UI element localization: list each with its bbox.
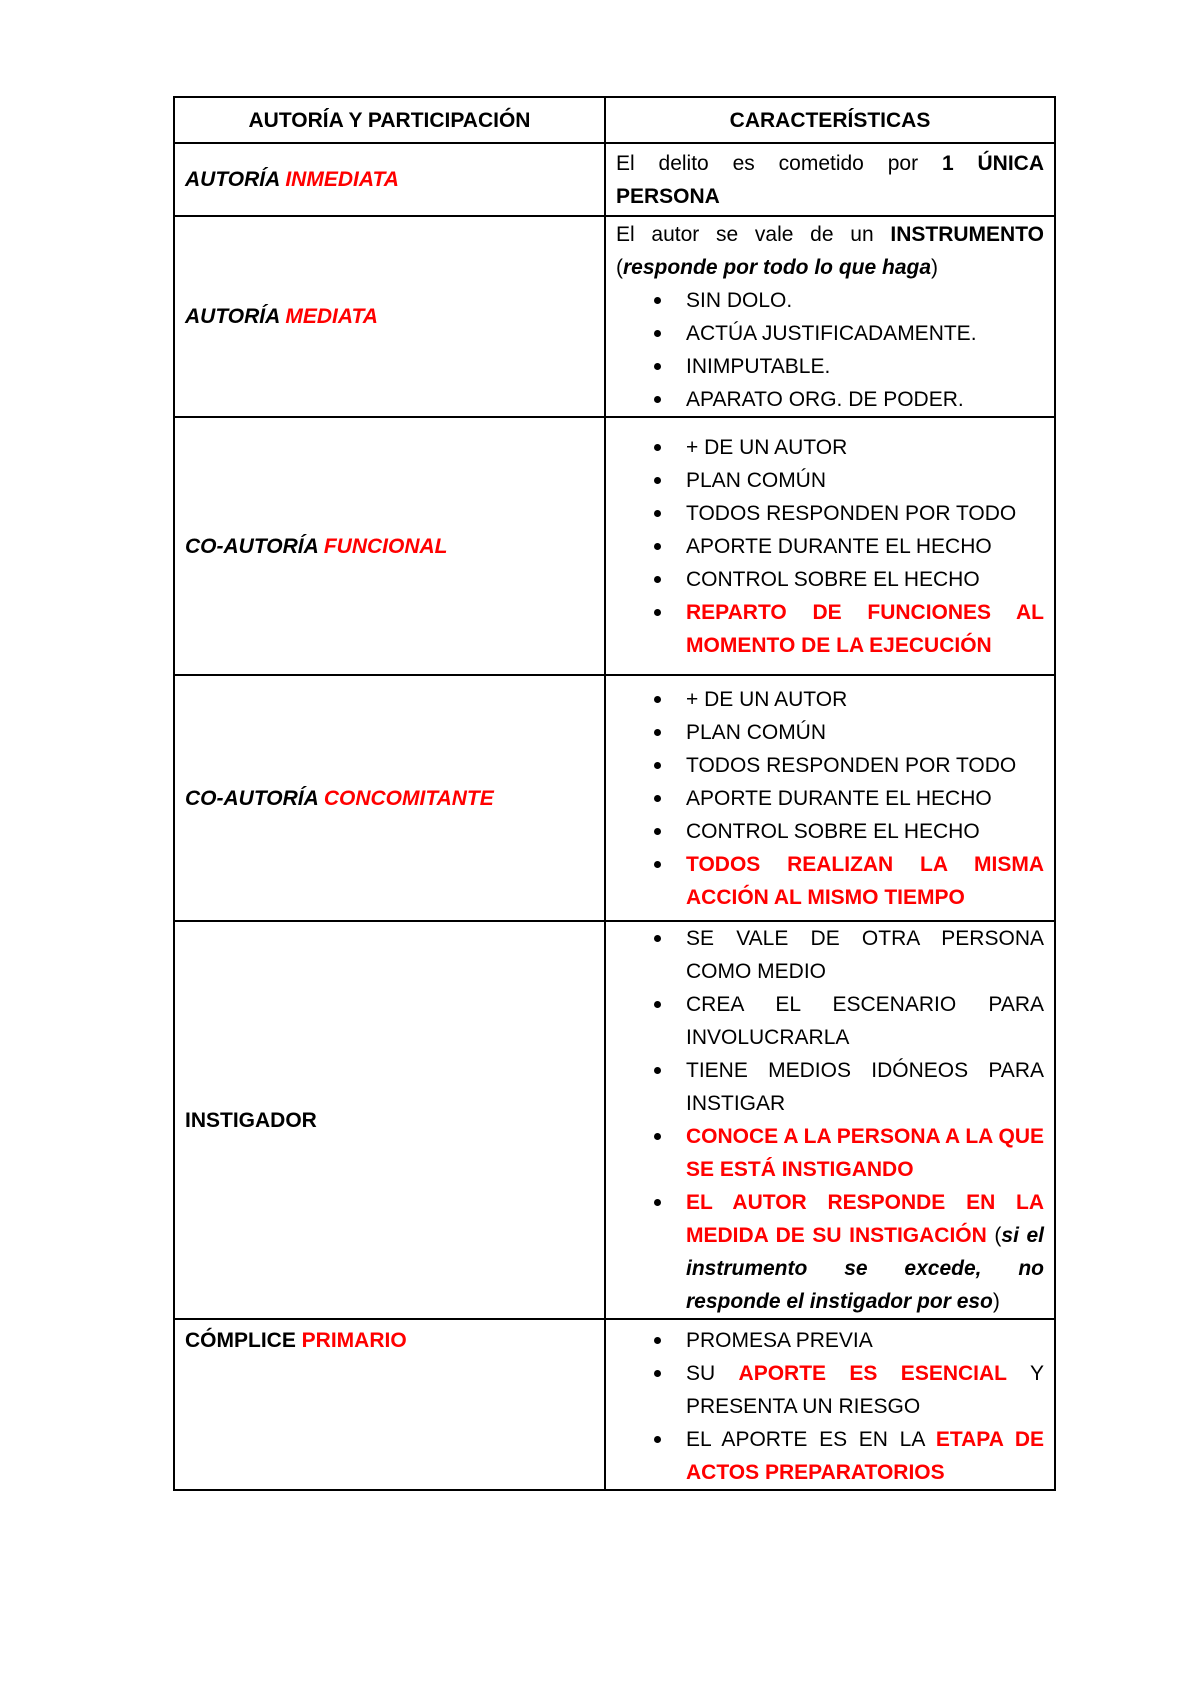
text-highlight: APORTE ES ESENCIAL: [738, 1362, 1007, 1385]
row-label: [174, 675, 605, 921]
row-label: [174, 143, 605, 216]
list-item: PLAN COMÚN: [686, 464, 1044, 497]
row-characteristics: [605, 1319, 1055, 1490]
list-item: ACTÚA JUSTIFICADAMENTE.: [686, 317, 1044, 350]
header-autoria: AUTORÍA Y PARTICIPACIÓN: [174, 97, 605, 143]
text: Y PRESENTA UN RIESGO: [686, 1362, 1044, 1418]
table-row: [174, 143, 1055, 216]
list-item: CONTROL SOBRE EL HECHO: [686, 815, 1044, 848]
list-item: APORTE DURANTE EL HECHO: [686, 530, 1044, 563]
bullet-list: [616, 683, 1044, 914]
list-item-mixed: [686, 1186, 1044, 1318]
list-item: TODOS RESPONDEN POR TODO: [686, 749, 1044, 782]
table-row: [174, 921, 1055, 1319]
table-row: [174, 1319, 1055, 1490]
bullet-list: [616, 1324, 1044, 1489]
list-item-highlight: CONOCE A LA PERSONA A LA QUE SE ESTÁ INSTIGANDO: [686, 1120, 1044, 1186]
list-item-highlight: TODOS REALIZAN LA MISMA ACCIÓN AL MISMO TIEMPO: [686, 848, 1044, 914]
text-italic: responde por todo lo que haga: [623, 255, 932, 279]
list-item: TIENE MEDIOS IDÓNEOS PARA INSTIGAR: [686, 1054, 1044, 1120]
text: SU: [686, 1362, 739, 1385]
list-item: CONTROL SOBRE EL HECHO: [686, 563, 1044, 596]
text: EL APORTE ES EN LA: [686, 1428, 936, 1451]
table-row: [174, 675, 1055, 921]
paren: (: [986, 1224, 1002, 1247]
label-accent: PRIMARIO: [301, 1329, 407, 1352]
label-text: CO-AUTORÍA: [185, 786, 324, 810]
list-item: INIMPUTABLE.: [686, 350, 1044, 383]
text: El delito es cometido por: [616, 151, 942, 175]
label-text: AUTORÍA: [185, 168, 286, 191]
list-item: APORTE DURANTE EL HECHO: [686, 782, 1044, 815]
label-accent: MEDIATA: [285, 305, 378, 328]
row-characteristics: [605, 417, 1055, 675]
row-label: [174, 216, 605, 417]
list-item: + DE UN AUTOR: [686, 683, 1044, 716]
list-item: + DE UN AUTOR: [686, 431, 1044, 464]
row-characteristics: [605, 675, 1055, 921]
list-item: TODOS RESPONDEN POR TODO: [686, 497, 1044, 530]
table-row: [174, 216, 1055, 417]
paren: ): [931, 255, 939, 279]
row-characteristics: [605, 921, 1055, 1319]
label-text: AUTORÍA: [185, 305, 286, 328]
label-accent: FUNCIONAL: [323, 534, 448, 558]
text-bold: INSTRUMENTO: [890, 222, 1044, 246]
paren: (: [616, 255, 623, 279]
list-item: PROMESA PREVIA: [686, 1324, 1044, 1357]
list-item: CREA EL ESCENARIO PARA INVOLUCRARLA: [686, 988, 1044, 1054]
list-item: PLAN COMÚN: [686, 716, 1044, 749]
bullet-list: [616, 431, 1044, 662]
row-characteristics: [605, 216, 1055, 417]
row-label: [174, 417, 605, 675]
list-item: SE VALE DE OTRA PERSONA COMO MEDIO: [686, 922, 1044, 988]
bullet-list: [616, 922, 1044, 1318]
list-item: SIN DOLO.: [686, 284, 1044, 317]
intro-line-2: [616, 251, 1044, 284]
row-label: INSTIGADOR: [174, 921, 605, 1319]
list-item: APARATO ORG. DE PODER.: [686, 383, 1044, 416]
text-highlight: EL AUTOR RESPONDE EN LA MEDIDA DE SU INSTIGACIÓN: [686, 1191, 1044, 1247]
label-accent: INMEDIATA: [285, 168, 399, 191]
text-bold: 1 ÚNICA PERSONA: [616, 151, 1044, 208]
row-label: [174, 1319, 605, 1490]
label-accent: CONCOMITANTE: [323, 786, 494, 810]
participation-table: [173, 96, 1056, 1491]
label-text: CÓMPLICE: [185, 1329, 302, 1352]
bullet-list: [616, 284, 1044, 416]
label-text: CO-AUTORÍA: [185, 534, 324, 558]
text-italic: si el instrumento se excede, no responde el instigador por eso: [686, 1224, 1044, 1313]
text: El autor se vale de un: [616, 222, 891, 246]
header-caracteristicas: CARACTERÍSTICAS: [605, 97, 1055, 143]
list-item-mixed: [686, 1423, 1044, 1489]
text-highlight: ETAPA DE ACTOS PREPARATORIOS: [686, 1428, 1044, 1484]
table-row: [174, 417, 1055, 675]
row-characteristics: [605, 143, 1055, 216]
list-item-highlight: REPARTO DE FUNCIONES AL MOMENTO DE LA EJECUCIÓN: [686, 596, 1044, 662]
paren: ): [992, 1290, 1000, 1313]
intro-line: [616, 218, 1044, 251]
list-item-mixed: [686, 1357, 1044, 1423]
table-header-row: [174, 97, 1055, 143]
